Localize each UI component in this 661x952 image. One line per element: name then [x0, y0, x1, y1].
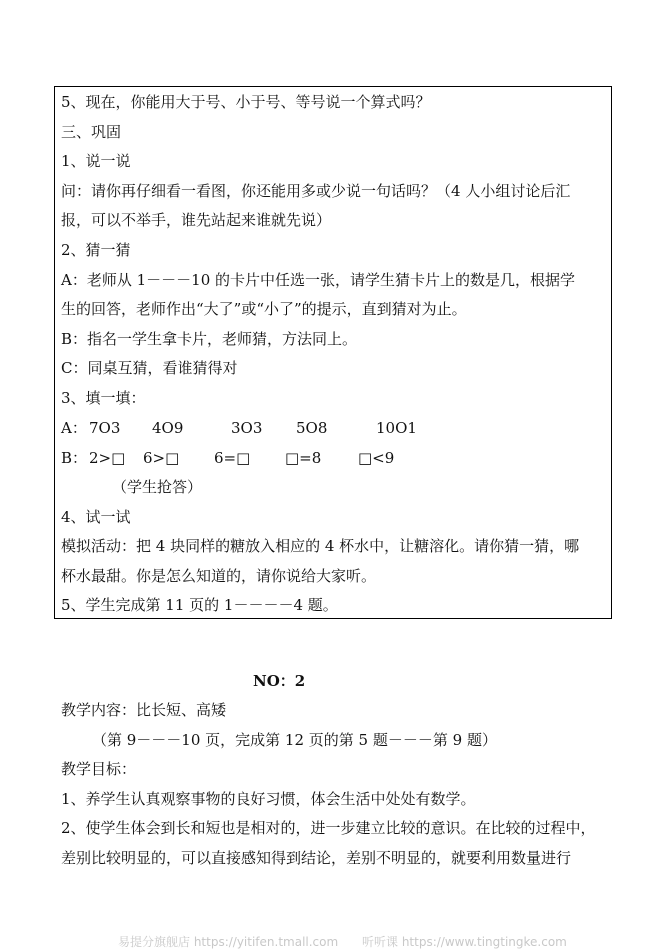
row-a-item-4: 5O8: [296, 419, 328, 437]
box-line-3: 1、说一说: [61, 152, 131, 170]
row-b-item-1: 2>□: [89, 449, 126, 467]
teaching-goal-2b: 差别比较明显的，可以直接感知得到结论，差别不明显的，就要利用数量进行: [61, 849, 572, 867]
box-line-2: 三、巩固: [61, 123, 122, 141]
box-line-5: 报，可以不举手，谁先站起来谁就先说）: [61, 211, 332, 229]
row-b-item-2: 6>□: [143, 449, 180, 467]
teaching-goal-label: 教学目标：: [61, 760, 137, 778]
row-a-label: A：: [61, 419, 87, 437]
row-b-item-5: □<9: [358, 449, 395, 467]
row-b-item-4: □=8: [285, 449, 322, 467]
box-line-15: 5、学生完成第 11 页的 1－－－－4 题。: [61, 596, 338, 614]
row-a-item-5: 10O1: [376, 419, 417, 437]
box-line-1: 5、现在，你能用大于号、小于号、等号说一个算式吗？: [61, 93, 431, 111]
box-line-6: 2、猜一猜: [61, 241, 131, 259]
row-a-item-1: 7O3: [89, 419, 121, 437]
section-title: NO：2: [253, 672, 306, 690]
box-line-8: 生的回答，老师作出“大了”或“小了”的提示，直到猜对为止。: [61, 300, 467, 318]
fill-row-a: [61, 418, 417, 438]
box-line-12: 4、试一试: [61, 508, 131, 526]
teaching-goal-2a: 2、使学生体会到长和短也是相对的，进一步建立比较的意识。在比较的过程中，: [61, 819, 596, 837]
row-a-item-2: 4O9: [152, 419, 184, 437]
box-line-11: 3、填一填：: [61, 389, 146, 407]
box-line-9: B：指名一学生拿卡片，老师猜，方法同上。: [61, 330, 358, 348]
student-answer-note: （学生抢答）: [112, 478, 203, 496]
box-line-14: 杯水最甜。你是怎么知道的，请你说给大家听。: [61, 567, 377, 585]
fill-row-b: [61, 448, 395, 468]
teaching-goal-1: 1、养学生认真观察事物的良好习惯，体会生活中处处有数学。: [61, 790, 476, 808]
footer-watermark-right: 听听课 https://www.tingtingke.com: [362, 935, 567, 949]
box-line-7: A：老师从 1－－－10 的卡片中任选一张，请学生猜卡片上的数是几，根据学: [61, 271, 576, 289]
box-line-4: 问：请你再仔细看一看图，你还能用多或少说一句话吗？（4 人小组讨论后汇: [61, 182, 571, 200]
teaching-pages: （第 9－－－10 页，完成第 12 页的第 5 题－－－第 9 题）: [92, 731, 497, 749]
teaching-content: 教学内容：比长短、高矮: [61, 701, 227, 719]
row-b-item-3: 6=□: [214, 449, 251, 467]
box-line-13: 模拟活动：把 4 块同样的糖放入相应的 4 杯水中，让糖溶化。请你猜一猜，哪: [61, 537, 580, 555]
footer-watermark-left: 易提分旗舰店 https://yitifen.tmall.com: [118, 935, 339, 949]
row-a-item-3: 3O3: [231, 419, 263, 437]
box-line-10: C：同桌互猜，看谁猜得对: [61, 359, 238, 377]
row-b-label: B：: [61, 449, 88, 467]
